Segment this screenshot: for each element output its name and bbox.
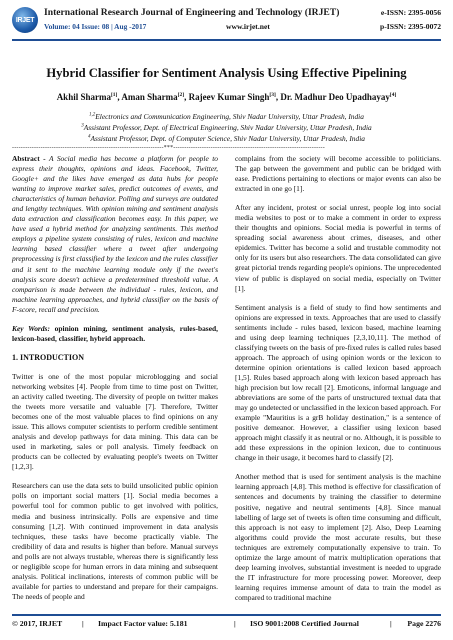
paragraph: Sentiment analysis is a field of study to find how sentiments and opinions are expressed in texts. Approaches that are used to classify sentiments include - rules based, lexicon based, machine learning and using deep learning techniques [2,3,10,11]. The method of classifying tweets on the basis of pre-fixed rules is called rules based approach. The approach of using opinion words or the lexicon to determine opinion orientations is called lexicon based approach [1,5]. Rules based approach along with lexicon based approach has high precision but low recall [2]. Emoticons, informal language and abbreviations are some of the parts of unstructured textual data that may go undetected or unclassified in the lexicon based approach. For example "Mauritius is a grB holiday destination," is a sentence of positive demeanor. However, a classifier using lexicon based approach might classify it as neutral or no. Although, it is possible to add these expressions in the opinion lexicon, due to continuous change in their usage, it becomes hard to classify [2]. <box>235 302 441 463</box>
keywords-text: opinion mining, sentiment analysis, rules-based, lexicon-based, classifier, hybrid approach. <box>12 323 218 343</box>
footer-separator: | <box>82 619 84 628</box>
author-4-mark: [4] <box>389 92 397 98</box>
affiliation-2-mark: 3 <box>81 123 84 129</box>
footer-separator: | <box>234 619 236 628</box>
affiliation-3-text: Assistant Professor, Dept. of Computer Science, Shiv Nadar University, Uttar Pradesh, India <box>90 134 365 143</box>
irjet-logo <box>12 7 38 33</box>
footer-separator: | <box>390 619 392 628</box>
logo-text: IRJET <box>15 16 35 24</box>
p-issn: p-ISSN: 2395-0072 <box>380 22 441 31</box>
paragraph: Another method that is used for sentiment analysis is the machine learning approach [4,8]. This method is effective for classification of sentences and documents by training the classifier to determine positive, negative and neutral sentiments [4,8]. Since manual labelling of large set of tweets is often time consuming and difficult, this approach is not easy to implement [2]. Also, Deep Learning algorithms could provide the most accurate results, but these techniques are extremely computationally expensive to train. To optimize the large amount of matrix multiplication operations that deep learning involves, substantial investment is needed to upgrade the IT infrastructure for more processing power. Moreover, deep learning requires immense amount of data to train the model as compared to traditional machine <box>235 472 441 602</box>
keywords <box>12 324 218 344</box>
header-rule <box>12 39 441 41</box>
journal-website[interactable]: www.irjet.net <box>226 22 270 31</box>
paragraph: After any incident, protest or social unrest, people log into social media websites to post or to make a comment in order to express their thoughts and opinions. Social media is powerful in terms of spreading social awareness about crimes, diseases, and other epidemics. Twitter has become a solid and trustable commodity not only for its users but also researchers. The data consolidated can give great pictorial trends regarding people's opinions. The unprecedented view of public is displayed on social media, especially on Twitter [1]. <box>235 203 441 293</box>
paragraph: complains from the society will become accessible to politicians. The gap between the government and public can be bridged with ease. Predictions pertaining to elections or major events can also be extracted in one go [1]. <box>235 154 441 194</box>
paragraph: Twitter is one of the most popular microblogging and social networking websites [4]. People from time to time post on Twitter, an activity called tweeting. The diversity of people on twitter makes the tweets more versatile and valuable [7]. Therefore, Twitter becomes one of the most valuable places to find opinions on any issue. This allows computer scientists to perform credible sentiment analysis and develop pathways for data mining. This data can be used in marketing, sales or poll analysis. Timely feedback on products can be collected by evaluating people's tweets on Twitter [1,2,3]. <box>12 371 218 472</box>
journal-name: International Research Journal of Engineering and Technology (IRJET) <box>44 7 340 18</box>
affiliation-2-text: Assistant Professor, Dept. of Electrical Engineering, Shiv Nadar University, Uttar Pradesh, India <box>83 123 372 132</box>
volume-issue <box>44 22 146 31</box>
footer-impact-factor: Impact Factor value: 5.181 <box>98 619 188 628</box>
journal-header <box>12 6 441 36</box>
affiliation-1 <box>12 112 441 121</box>
affiliation-3 <box>12 134 441 143</box>
affiliation-1-text: Electronics and Communication Engineering, Shiv Nadar University, Uttar Pradesh, India <box>95 112 364 121</box>
abstract-label: Abstract - <box>12 154 46 163</box>
author-2-mark: [2] <box>177 92 185 98</box>
author-1: Akhil Sharma <box>56 92 111 102</box>
keywords-label: Key Words: <box>12 323 50 333</box>
paragraph: Researchers can use the data sets to build unsolicited public opinion polls on important social matters [1]. Social media becomes a powerful tool for common public to get involved with politics, media and business intrinsically. Polls are expensive and time consuming [1,2]. With continued improvement in data analysis techniques, these tasks have become practically viable. The credibility of data and results is higher than before. Manual surveys and polls are not always trustable, whereas there is significantly less or negligible scope for human errors in data mining and subsequent analysis. Political inclinations, interests of common public will be available for parties to understand and prepare for their campaigns. The needs of people and <box>12 481 218 601</box>
left-column <box>12 154 218 611</box>
page-number: Page 2276 <box>407 619 441 628</box>
affiliation-1-mark: 1,2 <box>89 112 96 118</box>
section-heading-introduction: 1. INTRODUCTION <box>12 352 85 362</box>
author-2: Aman Sharma <box>121 92 178 102</box>
author-list: Akhil Sharma[1], Aman Sharma[2], Rajeev Kumar Singh[3], Dr. Madhur Deo Upadhayay[4] <box>56 92 397 102</box>
author-3: Rajeev Kumar Singh <box>188 92 270 102</box>
affiliation-3-mark: 4 <box>88 134 91 140</box>
author-3-mark: [3] <box>269 92 276 98</box>
e-issn: e-ISSN: 2395-0056 <box>380 8 441 17</box>
paper-title: Hybrid Classifier for Sentiment Analysis Using Effective Pipelining <box>46 66 407 80</box>
author-1-mark: [1] <box>110 92 118 98</box>
separator-line: ---------------------------------------------------------------------***--------------------------------------------------------------------- <box>12 145 325 151</box>
author-4: Dr. Madhur Deo Upadhayay <box>280 92 390 102</box>
footer-copyright: © 2017, IRJET <box>12 619 63 628</box>
right-column <box>235 154 441 612</box>
page-footer <box>12 619 441 631</box>
abstract-text: A Social media has become a platform for people to express their thoughts, opinions and ideas. Facebook, Twitter, Google+ and the likes have emerged as data hubs for people wanting to improve market sales, predict outcomes of events, and characteristics of human behavior. Polling and surveys are outdated and lengthy techniques. With opinion mining and sentiment analysis data extraction and classification becomes easy. In this paper, we have used a hybrid method for analyzing sentiments. This method employs a pipeline system consisting of rules, lexicon and machine learning based classifier where a tweet after undergoing preprocessing is first classified by the lexicon and the rules classifier and it sent to the machine learning module only if the tweet's analysis score doesn't achieve a predetermined threshold value. A comparison is made between the individual - rules, lexicon, and machine learning approaches, and hybrid classifier on the basis of F-score, recall and precision. <box>12 154 218 314</box>
footer-rule <box>12 614 441 616</box>
footer-iso: ISO 9001:2008 Certified Journal <box>250 619 359 628</box>
volume-text: Volume: 04 Issue: 08 | Aug -2017 <box>44 22 147 31</box>
abstract <box>12 154 218 315</box>
affiliation-2 <box>12 123 441 132</box>
